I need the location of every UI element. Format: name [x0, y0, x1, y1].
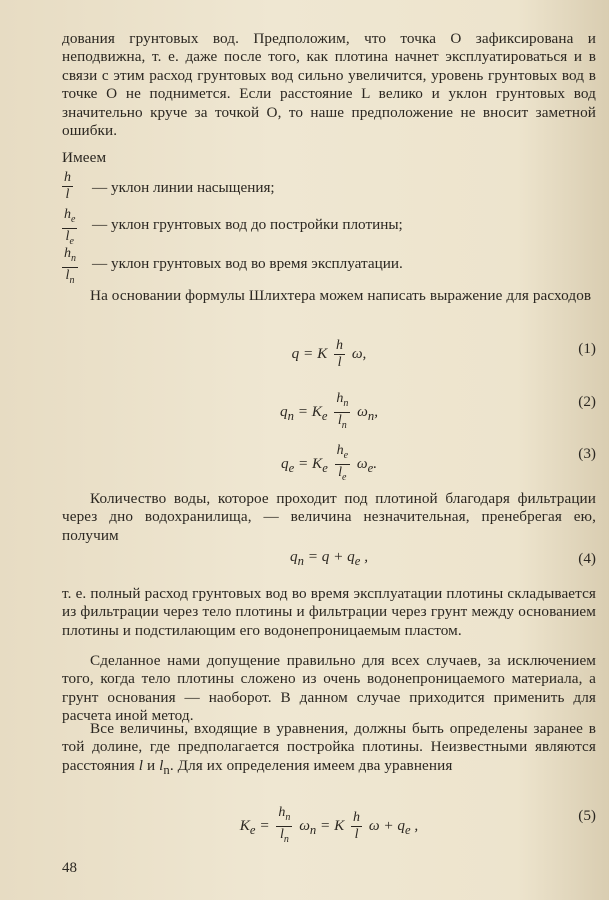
equation-number: (1) [578, 340, 596, 357]
page-number: 48 [62, 860, 77, 876]
definition-operation-slope: $\frac{h_n}{l_n}$ — уклон грунтовых вод во время эксплуатации. [62, 246, 596, 282]
fraction: $\frac{h}{l}$ [64, 170, 71, 202]
paragraph-1: дования грунтовых вод. Предположим, что точка О зафиксирована и неподвижна, т. е. даже после того, как плотина начнет эксплуатироваться и в связи с этим расход грунтовых вод сильно увеличится, уровень грунтовых вод в точке О не поднимется. Если расстояние L велико и уклон грунтовых вод значительно круче за точкой О, то наше предположение не вносит заметной ошибки. [62, 30, 596, 140]
equation-number: (4) [578, 550, 596, 567]
paragraph-unknowns: Все величины, входящие в уравнения, должны быть определены заранее в той долине, где предполагается постройка плотины. Неизвестными являются расстояния l и $l_n$. Для их определения имеем два уравнения [62, 720, 596, 777]
fraction: $\frac{h_n}{l_n}$ [64, 246, 76, 286]
equation-number: (3) [578, 445, 596, 462]
equation-2: $q_n = K_e$ $\frac{h_n}{l_n}$ $\omega_n$, (2) [280, 391, 596, 431]
equation-number: (5) [578, 807, 596, 824]
paragraph-filtration: Количество воды, которое проходит под плотиной благодаря фильтрации через дно водохранилища, — величина незначительная, пренебрегая ею, получим [62, 490, 596, 544]
equation-number: (2) [578, 393, 596, 410]
paragraph-schlichter: На основании формулы Шлихтера можем написать выражение для расходов [90, 287, 592, 304]
equation-3: $q_e = K_e$ $\frac{h_e}{l_e}$ $\omega_e$. (3) [280, 443, 596, 483]
definition-saturation-slope: $\frac{h}{l}$ — уклон линии насыщения; [64, 170, 275, 202]
paragraph-have: Имеем [62, 149, 107, 166]
paragraph-assumption: Сделанное нами допущение правильно для всех случаев, за исключением того, когда тело плотины сложено из очень водонепроницаемого материала, а грунт основания — наоборот. В данном случае приходится применить для расчета иной метод. [62, 652, 596, 725]
equation-5: $K_e$ = $\frac{h_n}{l_n}$ $\omega_n = K$ $\frac{h}{l}$ $\omega + q_e$ , (5) [239, 805, 596, 845]
fraction: $\frac{h_e}{l_e}$ [64, 207, 76, 247]
paragraph-total-flow: т. е. полный расход грунтовых вод во время эксплуатации плотины складывается из фильтрации через тело плотины и фильтрации через грунт между основанием плотины и подстилающим его водонепроницаемым пластом. [62, 585, 596, 639]
equation-4: $q_n = q + q_e$ , (4) [289, 548, 596, 569]
definition-before-dam-slope: $\frac{h_e}{l_e}$ — уклон грунтовых вод до постройки плотины; [62, 207, 596, 243]
equation-1: q = K $\frac{h}{l}$ ω, (1) [291, 338, 596, 370]
